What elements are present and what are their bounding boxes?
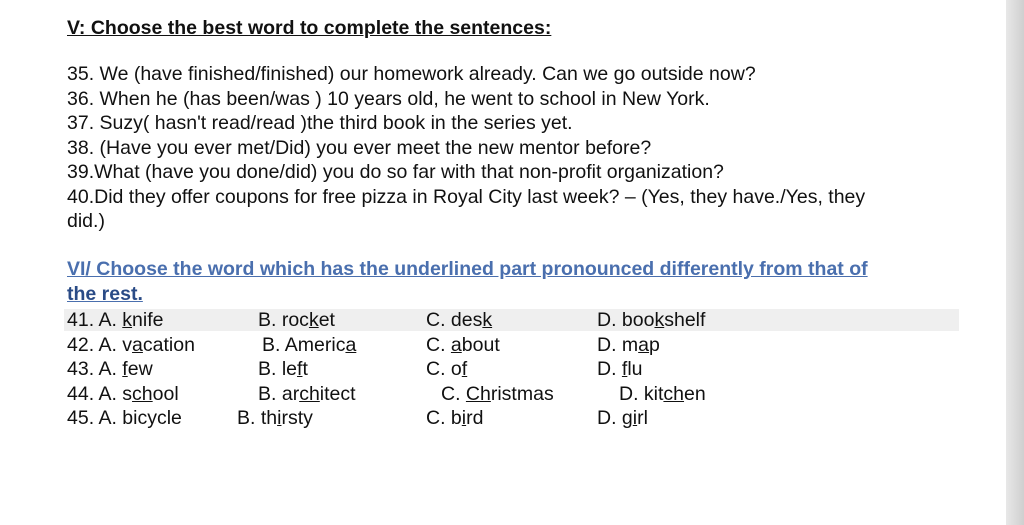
section-5-heading: V: Choose the best word to complete the sentences: [67,17,552,39]
option-42-b: B. America [262,334,357,356]
option-42-a: 42. A. vacation [67,334,195,356]
table-row [0,308,1000,332]
option-44-d: D. kitchen [619,383,706,405]
page-edge-shadow [1006,0,1024,525]
sentence-40-continuation: did.) [67,210,105,232]
sentence-35: 35. We (have finished/finished) our homework already. Can we go outside now? [67,63,756,85]
sentence-37: 37. Suzy( hasn't read/read )the third book in the series yet. [67,112,573,134]
option-43-b: B. left [258,358,308,380]
sentence-40: 40.Did they offer coupons for free pizza in Royal City last week? – (Yes, they have./Yes, they [67,185,866,208]
option-44-a: 44. A. school [67,383,179,405]
section-6-heading-line-2: the rest. [67,283,143,305]
section-6-heading [67,257,967,307]
section-5-sentences [67,62,967,234]
option-43-d: D. flu [597,358,643,380]
table-row [0,382,1000,406]
option-44-c: C. Christmas [441,383,554,405]
option-43-c: C. of [426,358,468,380]
option-45-b: B. thirsty [237,407,313,429]
option-45-c: C. bird [426,407,484,429]
table-row [0,406,1000,430]
option-43-a: 43. A. few [67,358,153,380]
option-42-d: D. map [597,334,660,356]
option-42-c: C. about [426,334,500,356]
option-45-d: D. girl [597,407,648,429]
option-41-d: D. bookshelf [597,309,706,331]
section-6-heading-line-1: VI/ Choose the word which has the underlined part pronounced differently from that of [67,258,868,280]
sentence-36: 36. When he (has been/was ) 10 years old, he went to school in New York. [67,87,710,110]
sentence-38: 38. (Have you ever met/Did) you ever meet the new mentor before? [67,136,652,159]
option-45-a: 45. A. bicycle [67,407,182,429]
option-41-c: C. desk [426,309,493,331]
option-41-a: 41. A. knife [67,309,164,331]
option-41-b: B. rocket [258,309,335,331]
table-row [0,333,1000,357]
sentence-39: 39.What (have you done/did) you do so far with that non-profit organization? [67,161,724,183]
option-44-b: B. architect [258,383,356,405]
table-row [0,357,1000,381]
